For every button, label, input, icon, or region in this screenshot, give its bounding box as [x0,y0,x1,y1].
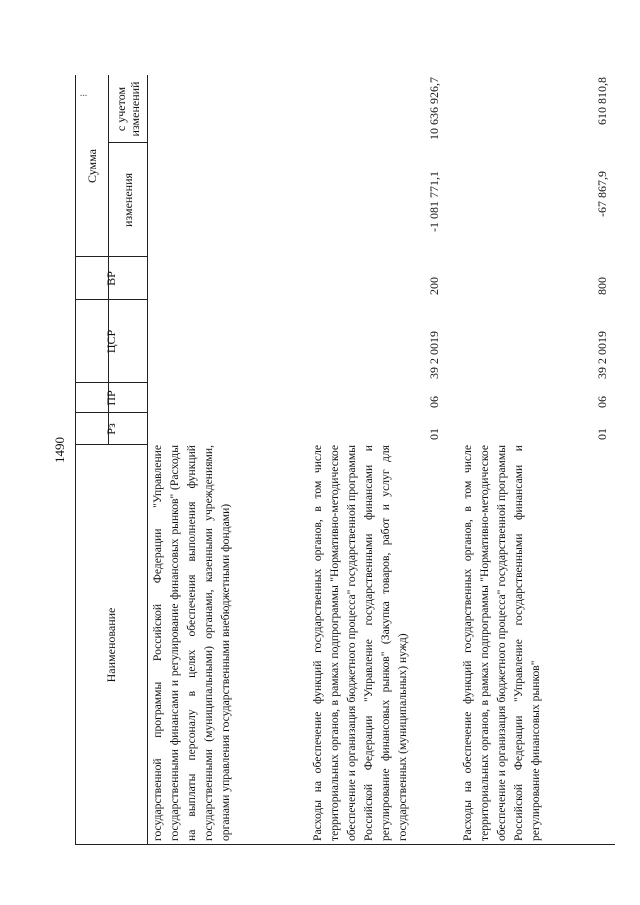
header-rz: Рз [104,423,118,435]
header-continuation-dots: ⁝ [79,92,90,97]
page-number: 1490 [52,437,67,463]
header-with-changes: с учетом изменений [113,81,142,137]
header-pr: ПР [104,390,118,406]
table-row-2-vr: 200 [427,277,441,295]
table-row-2-change: -1 081 771,1 [427,171,441,232]
table-row-3-csr: 39 2 0019 [595,331,609,379]
header-vr: ВР [104,271,118,286]
table-left-border [75,844,615,845]
header-csr: ЦСР [104,329,118,354]
table-row-3-rz: 01 [595,428,609,440]
table-row-2-pr: 06 [427,396,441,408]
header-summa: Сумма [84,149,99,183]
table-row-2-name: Расходы на обеспечение функций государственных органов, в том числе территориальных органов, в рамках подпрограммы "Нормативно-методическое обеспечение и организация бюджетного процесса" государственной программы Российской Федерации "Управление государственными финансами и регулирование финансовых рынков" (Закупка товаров, работ и услуг для государственных (муниципальных) нужд) [311,445,409,841]
budget-table [75,75,615,845]
table-row-3-name: Расходы на обеспечение функций государственных органов, в том числе территориальных органов, в рамках подпрограммы "Нормативно-методическое обеспечение и организация бюджетного процесса" государственной программы Российской Федерации "Управление государственными финансами и регулирование финансовых рынков" [461,445,542,841]
table-row-3-vr: 800 [595,277,609,295]
table-row-3-total: 610 810,8 [595,77,609,125]
table-row-3-pr: 06 [595,396,609,408]
table-row-2-rz: 01 [427,428,441,440]
header-bottom-border [147,75,148,845]
table-row-1-name: государственной программы Российской Федерации "Управление государственными финансами и регулирование финансовых рынков" (Расходы на выплаты персоналу в целях обеспечения выполнения функций государственными (муниципальными) органами, казенными учреждениями, органами управления государственными внебюджетными фондами) [151,445,232,841]
header-name: Наименование [104,607,118,683]
table-row-2-total: 10 636 926,7 [427,77,441,140]
header-changes: изменения [120,172,135,228]
table-row-3-change: -67 867,9 [595,171,609,217]
table-row-2-csr: 39 2 0019 [427,331,441,379]
